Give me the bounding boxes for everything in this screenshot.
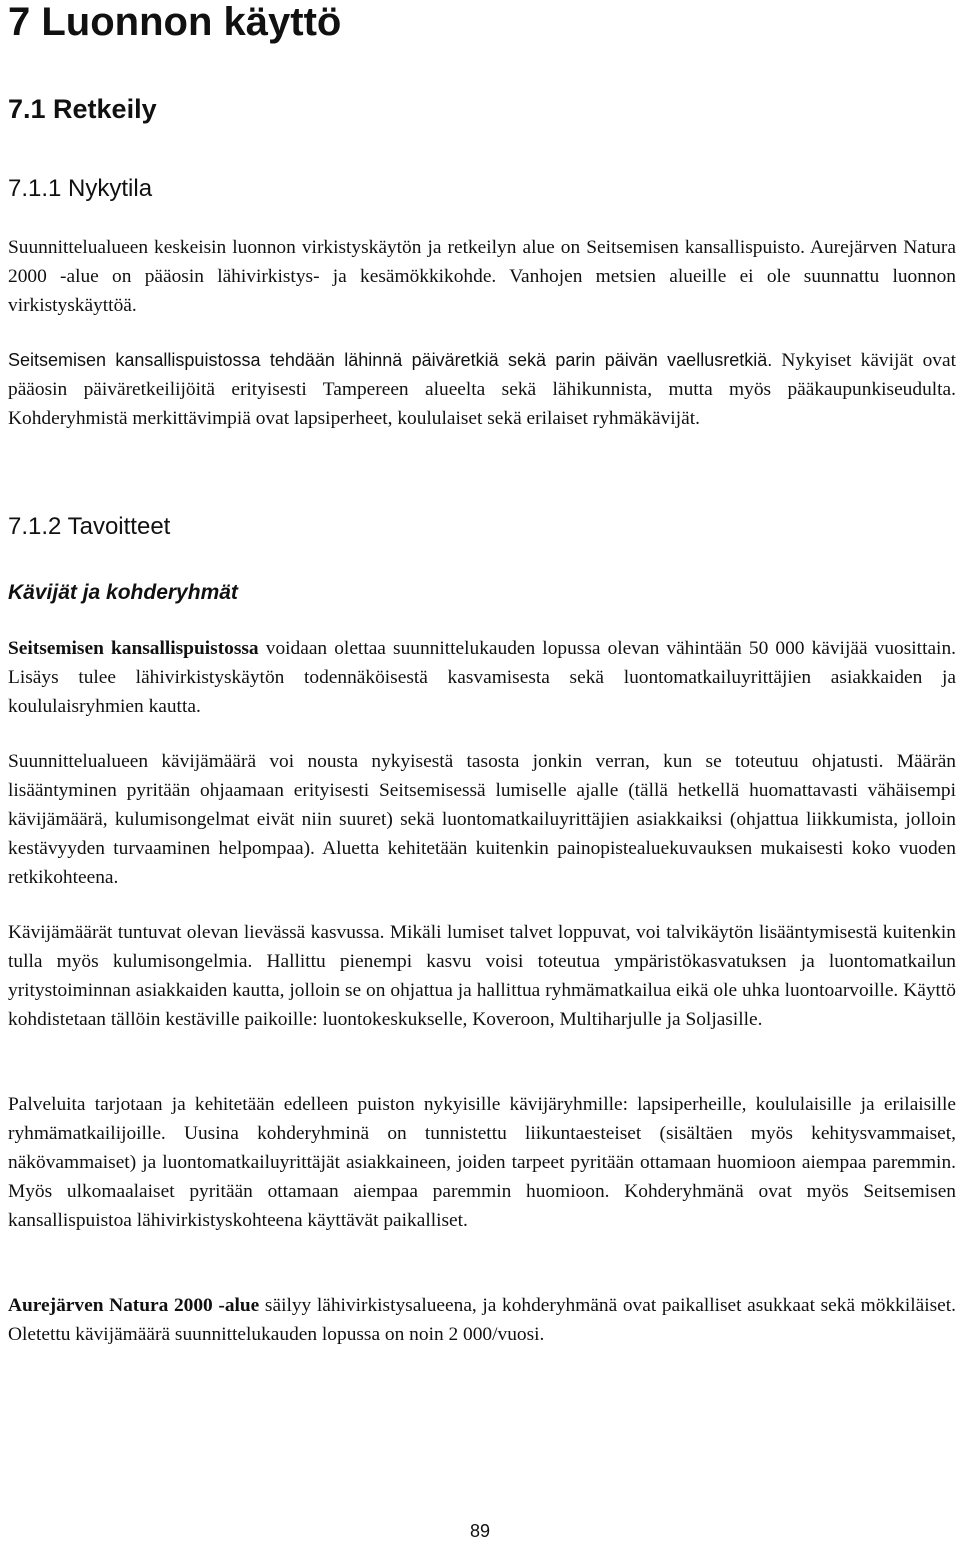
paragraph-lead: Seitsemisen kansallispuistossa tehdään lähinnä päiväretkiä sekä parin päivän vaellusretkiä. (8, 350, 773, 370)
paragraph-current-2 (8, 346, 956, 433)
chapter-heading: 7 Luonnon käyttö (8, 0, 342, 44)
paragraph-rest: Nykyiset kävijät ovat pääosin päiväretkeilijöitä erityisesti Tampereen alueelta sekä lähikunnista, mutta myös pääkaupunkiseudulta. Kohderyhmistä merkittävimpiä ovat lapsiperheet, koululaiset sekä erilaiset ryhmäkävijät. (8, 350, 956, 429)
paragraph-goals-5 (8, 1291, 956, 1349)
paragraph-rest: säilyy lähivirkistysalueena, ja kohderyhmänä ovat paikalliset asukkaat sekä mökkiläiset. Oletettu kävijämäärä suunnittelukauden lopussa on noin 2 000/vuosi. (8, 1295, 956, 1345)
paragraph-rest: voidaan olettaa suunnittelukauden lopussa olevan vähintään 50 000 kävijää vuosittain. Lisäys tulee lähivirkistyskäytön todennäköisestä kasvamisesta sekä luontomatkailuyrittäjien asiakkaiden ja koululaisryhmien kautta. (8, 638, 956, 717)
subsubsection-heading: Kävijät ja kohderyhmät (8, 581, 238, 604)
subsection-heading-goals: 7.1.2 Tavoitteet (8, 513, 171, 540)
bold-term: Seitsemisen kansallispuistossa (8, 638, 259, 659)
paragraph-goals-4: Palveluita tarjotaan ja kehitetään edelleen puiston nykyisille kävijäryhmille: lapsiperheille, koululaisille ja erilaisille ryhmämatkailijoille. Uusina kohderyhminä on tunnistettu liikuntaesteiset (sisältäen myös kehitysvammaiset, näkövammaiset) ja luontomatkailuyrittäjät asiakkaineen, joiden tarpeet pyritään ottamaan huomioon aiempaa paremmin. Myös ulkomaalaiset pyritään ottamaan aiempaa paremmin huomioon. Kohderyhmänä ovat myös Seitsemisen kansallispuistoa lähivirkistyskohteena käyttävät paikalliset. (8, 1094, 956, 1231)
page-number: 89 (469, 1521, 491, 1541)
paragraph-current-1: Suunnittelualueen keskeisin luonnon virkistyskäytön ja retkeilyn alue on Seitsemisen kansallispuisto. Aurejärven Natura 2000 -alue on pääosin lähivirkistys- ja kesämökkikohde. Vanhojen metsien alueille ei ole suunnattu luonnon virkistyskäyttöä. (8, 237, 956, 316)
paragraph-goals-3: Kävijämäärät tuntuvat olevan lievässä kasvussa. Mikäli lumiset talvet loppuvat, voi talvikäytön lisääntymisestä kuitenkin tulla myös kulumisongelmia. Hallittu pienempi kasvu voisi toteutua ympäristökasvatuksen ja luontomatkailun yritystoiminnan asiakkaiden kautta, jolloin se on ohjattua ja hallittua ryhmämatkailua eikä ole uhka luontoarvoille. Käyttö kohdistetaan tällöin kestäville paikoille: luontokeskukselle, Koveroon, Multiharjulle ja Soljasille. (8, 922, 956, 1030)
paragraph-goals-2: Suunnittelualueen kävijämäärä voi nousta nykyisestä tasosta jonkin verran, kun se toteutuu ohjatusti. Määrän lisääntyminen pyritään ohjaamaan erityisesti Seitsemisessä lumiselle ajalle (tällä hetkellä huomattavasti vähäisempi kävijämäärä, kulumisongelmat eivät niin suuret) sekä luontomatkailuyrittäjien asiakkaiksi (ohjattua liikkumista, jolloin kestävyyden turvaaminen helpompaa). Aluetta kehitetään kuitenkin painopistealuekuvauksen mukaisesti koko vuoden retkikohteena. (8, 751, 956, 888)
bold-term: Aurejärven Natura 2000 -alue (8, 1295, 260, 1316)
subsection-heading-current: 7.1.1 Nykytila (8, 175, 153, 202)
paragraph-goals-1 (8, 634, 956, 721)
section-heading: 7.1 Retkeily (8, 94, 157, 124)
